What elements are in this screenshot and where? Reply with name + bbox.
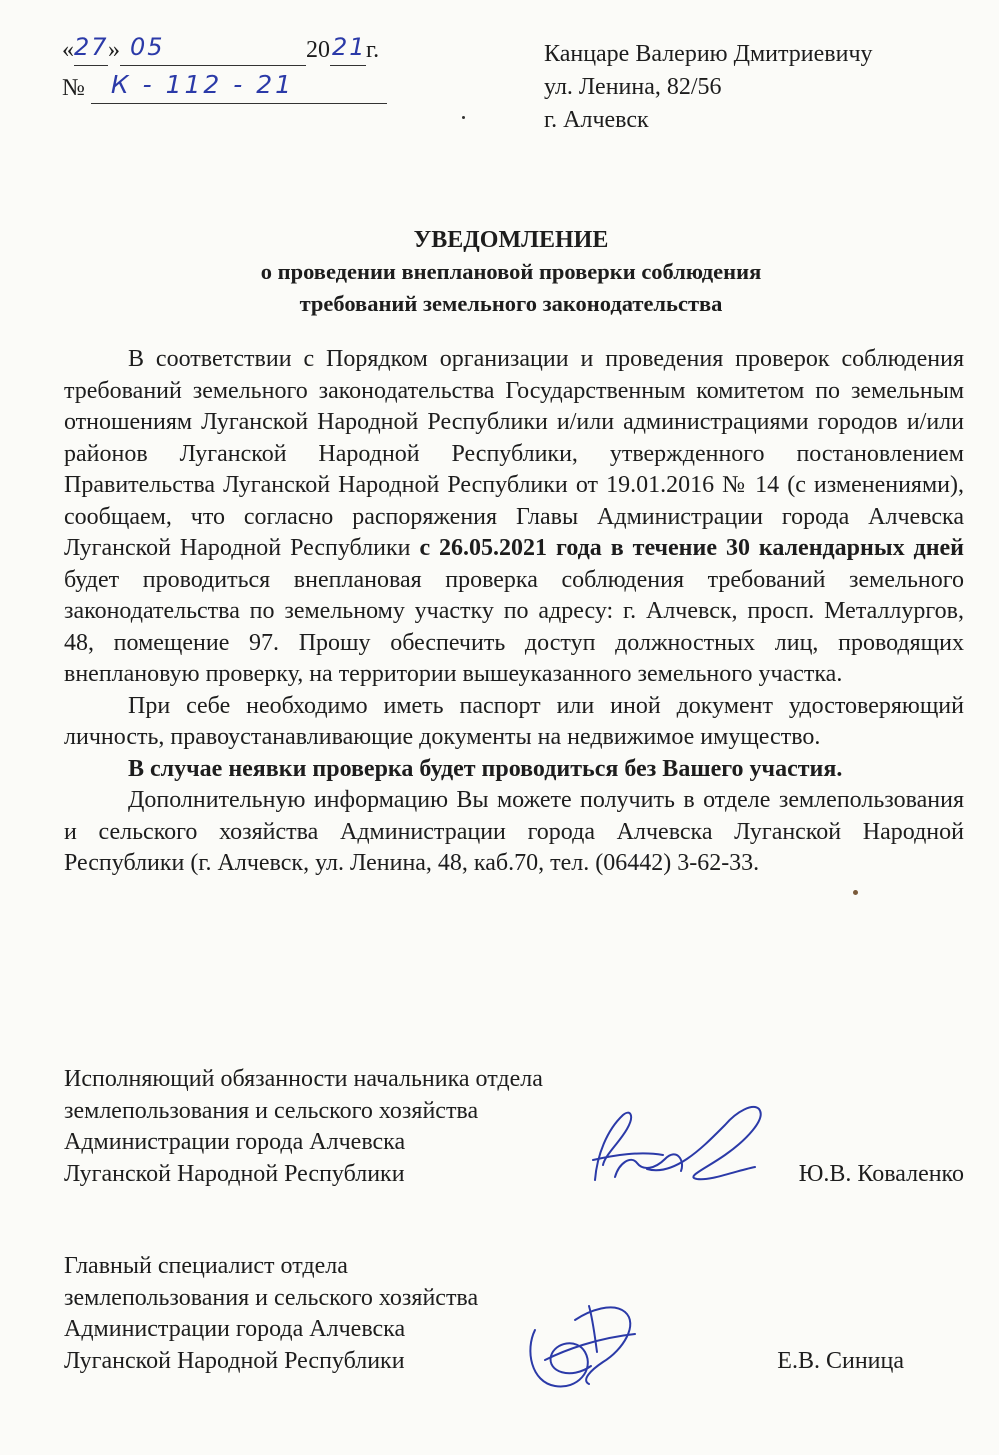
body-text [64, 344, 964, 880]
signature-1 [585, 1085, 785, 1195]
date-month: 05 [130, 33, 165, 61]
date-close-quote: » [108, 37, 120, 63]
paragraph-documents: При себе необходимо иметь паспорт или иной документ удостоверяющий личность, правоустанавливающие документы на недвижимое имущество. [64, 692, 964, 750]
addressee-city: г. Алчевск [544, 107, 649, 133]
date-open-quote: « [62, 37, 74, 63]
title-subline-1: о проведении внеплановой проверки соблюдения [260, 259, 762, 284]
title-heading: УВЕДОМЛЕНИЕ [413, 227, 609, 253]
signatory-2: Главный специалист отдела землепользования и сельского хозяйства Администрации города Алчевска Луганской Народной Республики Е.В. Синица [64, 1251, 904, 1377]
document-title [0, 224, 999, 320]
addressee-street: ул. Ленина, 82/56 [544, 74, 722, 100]
date-year: 21 [332, 33, 367, 61]
inspection-period: с 26.05.2021 года в течение 30 календарных дней [419, 535, 965, 561]
title-subline-2: требований земельного законодательства [299, 291, 723, 316]
addressee-name: Канцаре Валерию Дмитриевичу [544, 41, 873, 67]
date-suffix: г. [366, 37, 380, 63]
signatory-1-position: Исполняющий обязанности начальника отдела [64, 1066, 543, 1092]
addressee-block [544, 38, 873, 137]
number-line [62, 72, 387, 104]
date-day: 27 [74, 33, 109, 61]
signature-2 [515, 1290, 665, 1400]
number-label: № [62, 75, 85, 101]
signatory-2-name: Е.В. Синица [777, 1347, 904, 1374]
paragraph-warning: В случае неявки проверка будет проводиться без Вашего участия. [128, 755, 843, 782]
number-value: К - 112 - 21 [110, 70, 295, 99]
scan-speck [462, 116, 465, 119]
scan-speck [853, 890, 858, 895]
signatory-1: Исполняющий обязанности начальника отдела землепользования и сельского хозяйства Администрации города Алчевска Луганской Народной Республики Ю.В. Коваленко [64, 1064, 964, 1190]
signatory-2-position: Главный специалист отдела [64, 1253, 348, 1279]
signatory-1-name: Ю.В. Коваленко [798, 1160, 964, 1187]
date-line [62, 34, 379, 66]
paragraph-contacts: Дополнительную информацию Вы можете получить в отделе землепользования и сельского хозяйства Администрации города Алчевска Луганской Народной Республики (г. Алчевск, ул. Ленина, 48, каб.70, тел. (06442) 3-62-33. [64, 787, 964, 876]
paragraph-main: В соответствии с Порядком организации и проведения проверок соблюдения требований земельного законодательства Государственным комитетом по земельным отношениям Луганской Народной Республики и/или администрациями городов и/или районов Луганской Народной Республики, утвержденного постановлением Правительства Луганской Народной Республики от 19.01.2016 № 14 (с изменениями), сообщаем, что согласно распоряжения Главы Администрации города Алчевска Луганской Народной Республики с 26.05.2021 года в течение 30 календарных дней будет проводиться внеплановая проверка соблюдения требований земельного законодательства по земельному участку по адресу: г. Алчевск, просп. Металлургов, 48, помещение 97. Прошу обеспечить доступ должностных лиц, проводящих внеплановую проверку, на территории вышеуказанного земельного участка. [64, 346, 965, 687]
date-century: 20 [306, 37, 330, 63]
